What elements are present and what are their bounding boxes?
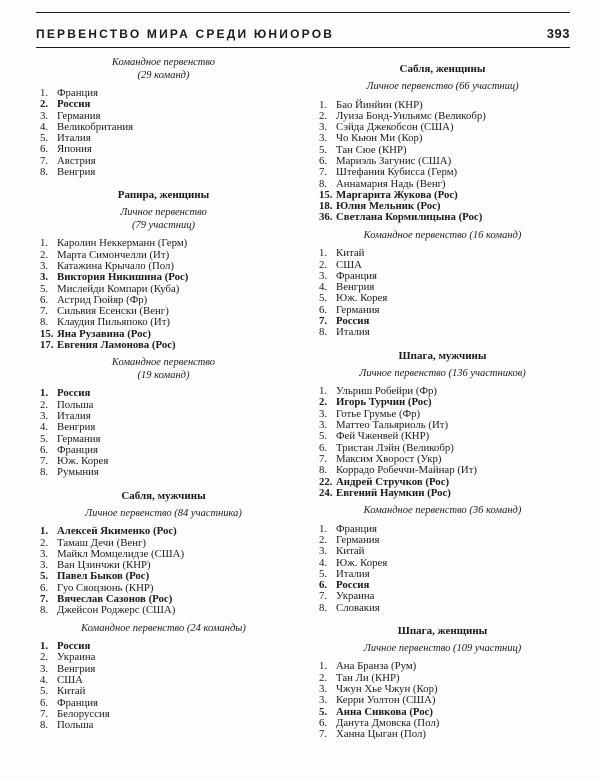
result-rank: 5.	[40, 685, 49, 698]
stage-subheading-line: Командное первенство (36 команд)	[363, 505, 522, 517]
result-rank: 2.	[40, 248, 49, 261]
result-name: Чжун Хье Чжун (Кор)	[336, 683, 438, 696]
result-item	[319, 488, 570, 499]
result-list	[315, 386, 570, 499]
result-rank: 4.	[319, 281, 328, 294]
result-name: США	[336, 258, 362, 271]
result-rank: 1.	[40, 387, 49, 400]
result-rank: 8.	[319, 326, 328, 339]
result-name: Франция	[57, 443, 99, 456]
result-name: Тан Сюе (КНР)	[336, 143, 407, 156]
result-name: Алексей Якименко (Рос)	[57, 525, 177, 538]
result-list	[315, 661, 570, 740]
result-name: Вячеслав Сазонов (Рос)	[57, 593, 173, 605]
result-rank: 3.	[319, 694, 328, 707]
result-rank: 3.	[319, 132, 328, 145]
stage-subheading	[315, 505, 570, 518]
result-name: США	[57, 673, 83, 686]
result-rank: 24.	[319, 486, 333, 499]
result-name: Керри Уолтон (США)	[336, 694, 436, 707]
result-name: Юлия Мельник (Рос)	[336, 200, 441, 213]
result-rank: 7.	[319, 590, 328, 603]
result-rank: 2.	[40, 536, 49, 549]
result-rank: 6.	[319, 579, 328, 592]
result-name: Франция	[57, 696, 99, 709]
result-rank: 4.	[40, 120, 49, 133]
stage-subheading-line: Командное первенство	[111, 357, 216, 369]
stage-subheading	[315, 230, 570, 243]
result-name: Франция	[336, 522, 378, 535]
event-heading: Шпага, мужчины	[398, 349, 487, 362]
result-rank: 7.	[40, 593, 49, 605]
result-name: Германия	[336, 533, 380, 546]
result-name: Павел Быков (Рос)	[57, 570, 150, 583]
result-name: Чо Кьюн Ми (Кор)	[336, 132, 423, 145]
page-header	[36, 13, 570, 47]
result-rank: 4.	[40, 421, 49, 434]
result-name: Германия	[57, 432, 101, 445]
result-rank: 22.	[319, 475, 333, 488]
result-name: Италия	[336, 567, 370, 580]
result-name: Сэйда Джекобсон (США)	[336, 121, 454, 134]
stage-subheading	[36, 623, 291, 636]
result-name: Россия	[57, 640, 91, 653]
result-rank: 4.	[40, 673, 49, 686]
result-rank: 6.	[319, 441, 328, 454]
result-name: Франция	[336, 269, 378, 282]
result-name: Украина	[57, 651, 96, 664]
result-rank: 6.	[40, 293, 49, 306]
result-rank: 3.	[319, 683, 328, 696]
result-rank: 7.	[319, 166, 328, 179]
result-rank: 2.	[319, 109, 328, 122]
result-name: Мариэль Загунис (США)	[336, 154, 452, 167]
result-rank: 5.	[319, 292, 328, 305]
result-rank: 2.	[40, 398, 49, 411]
result-name: Джейсон Роджерс (США)	[57, 604, 176, 617]
left-column	[36, 52, 291, 747]
event-heading: Рапира, женщины	[117, 189, 210, 202]
result-rank: 7.	[319, 452, 328, 465]
result-rank: 1.	[319, 247, 328, 260]
result-rank: 3.	[40, 662, 49, 675]
result-name: Китай	[57, 685, 86, 698]
result-rank: 3.	[319, 419, 328, 432]
result-name: Венгрия	[336, 281, 375, 294]
result-rank: 8.	[319, 177, 328, 190]
result-name: Светлана Кормилицына (Рос)	[336, 211, 483, 224]
result-rank: 3.	[319, 121, 328, 134]
result-rank: 5.	[40, 132, 49, 145]
stage-subheading-line: (29 команд)	[137, 69, 190, 81]
result-rank: 18.	[319, 200, 333, 213]
result-rank: 6.	[40, 581, 49, 594]
result-name: Россия	[336, 579, 370, 592]
result-name: Анна Сивкова (Рос)	[336, 705, 434, 718]
result-item	[40, 467, 291, 478]
right-column	[315, 52, 570, 747]
result-item	[319, 212, 570, 223]
result-item	[319, 603, 570, 614]
result-rank: 2.	[319, 671, 328, 684]
result-name: Тристан Лэйн (Великобр)	[336, 441, 454, 454]
stage-subheading-line: (19 команд)	[137, 369, 190, 381]
result-rank: 7.	[319, 315, 328, 328]
result-name: Яна Рузавина (Рос)	[57, 327, 151, 340]
result-name: Польша	[57, 719, 94, 732]
result-rank: 6.	[319, 154, 328, 167]
result-rank: 36.	[319, 211, 333, 224]
result-name: Белоруссия	[57, 707, 110, 720]
result-name: Луиза Бонд-Уильямс (Великобр)	[336, 109, 486, 122]
stage-subheading-line: Личное первенство	[120, 207, 207, 219]
result-name: Германия	[57, 109, 101, 122]
result-name: Маргарита Жукова (Рос)	[336, 188, 458, 201]
result-item	[40, 167, 291, 178]
result-name: Италия	[336, 326, 370, 339]
result-rank: 8.	[40, 604, 49, 617]
result-rank: 2.	[40, 651, 49, 664]
result-name: Ана Бранза (Рум)	[336, 660, 417, 673]
result-name: Франция	[57, 87, 99, 99]
result-name: Китай	[336, 545, 365, 558]
result-rank: 7.	[40, 455, 49, 468]
result-name: Штефания Кубисса (Герм)	[336, 166, 458, 179]
result-list	[36, 526, 291, 616]
result-name: Тамаш Дечи (Венг)	[57, 536, 147, 549]
result-rank: 1.	[319, 98, 328, 111]
result-name: Юж. Корея	[336, 556, 388, 569]
result-rank: 6.	[40, 696, 49, 709]
result-rank: 8.	[40, 316, 49, 329]
result-name: Коррадо Робеччи-Майнар (Ит)	[336, 464, 478, 477]
result-rank: 3.	[319, 269, 328, 282]
stage-subheading	[36, 57, 291, 82]
result-rank: 7.	[40, 305, 49, 318]
result-name: Маттео Тальяриоль (Ит)	[336, 419, 449, 432]
result-name: Польша	[57, 398, 94, 411]
result-name: Астрид Гюйяр (Фр)	[57, 293, 148, 306]
result-name: Ульриш Робейри (Фр)	[336, 385, 437, 398]
stage-subheading-line: (79 участниц)	[132, 219, 195, 231]
result-name: Виктория Никишина (Рос)	[57, 271, 189, 284]
result-rank: 15.	[319, 188, 333, 201]
result-rank: 1.	[40, 237, 49, 250]
result-name: Россия	[57, 387, 91, 400]
stage-subheading-line: Командное первенство (24 команды)	[81, 622, 246, 634]
result-rank: 5.	[319, 143, 328, 156]
stage-subheading-line: Личное первенство (66 участниц)	[366, 81, 519, 92]
result-name: Евгения Ламонова (Рос)	[57, 339, 176, 352]
result-name: Евгений Наумкин (Рос)	[336, 486, 451, 499]
result-item	[319, 729, 570, 740]
result-rank: 7.	[40, 154, 49, 167]
event-heading: Шпага, женщины	[397, 624, 488, 637]
result-rank: 1.	[319, 660, 328, 673]
result-name: Венгрия	[57, 166, 96, 179]
result-rank: 3.	[40, 271, 49, 284]
stage-subheading-line: Личное первенство (84 участника)	[85, 507, 242, 519]
result-rank: 4.	[319, 556, 328, 569]
result-list	[36, 641, 291, 731]
result-rank: 2.	[319, 396, 328, 409]
result-name: Россия	[57, 98, 91, 111]
stage-subheading-line: Личное первенство (109 участниц)	[363, 642, 522, 654]
result-rank: 1.	[40, 525, 49, 538]
result-name: Майкл Момцелидзе (США)	[57, 547, 185, 560]
result-rank: 1.	[319, 522, 328, 535]
result-name: Марта Симончелли (Ит)	[57, 248, 170, 261]
result-name: Румыния	[57, 466, 99, 479]
content-columns	[36, 52, 570, 747]
result-rank: 6.	[40, 143, 49, 156]
page-number: 393	[546, 26, 570, 41]
result-name: Тан Ли (КНР)	[336, 671, 400, 684]
result-name: Китай	[336, 247, 365, 260]
result-name: Великобритания	[57, 120, 134, 133]
result-rank: 5.	[319, 705, 328, 718]
stage-subheading	[315, 643, 570, 656]
result-rank: 2.	[319, 533, 328, 546]
result-rank: 3.	[40, 259, 49, 272]
result-rank: 8.	[40, 466, 49, 479]
page-title: ПЕРВЕНСТВО МИРА СРЕДИ ЮНИОРОВ	[36, 27, 335, 41]
result-name: Италия	[57, 409, 91, 422]
stage-subheading-line: Командное первенство	[111, 57, 216, 68]
result-item	[40, 605, 291, 616]
result-list	[315, 248, 570, 338]
result-name: Италия	[57, 132, 91, 145]
result-rank: 3.	[40, 109, 49, 122]
result-name: Катажина Крычало (Пол)	[57, 259, 175, 272]
result-item	[319, 327, 570, 338]
result-rank: 5.	[40, 570, 49, 583]
result-rank: 1.	[40, 87, 49, 99]
result-list	[36, 388, 291, 478]
result-rank: 1.	[319, 385, 328, 398]
result-rank: 3.	[40, 409, 49, 422]
result-list	[315, 524, 570, 614]
result-name: Япония	[57, 143, 92, 156]
result-name: Украина	[336, 590, 375, 603]
result-rank: 3.	[40, 559, 49, 572]
result-name: Ван Цзинчжи (КНР)	[57, 559, 151, 572]
result-rank: 15.	[40, 327, 54, 340]
result-rank: 5.	[319, 430, 328, 443]
result-list	[36, 238, 291, 351]
result-name: Австрия	[57, 154, 96, 167]
result-rank: 8.	[40, 166, 49, 179]
result-rank: 8.	[319, 601, 328, 614]
result-rank: 1.	[40, 640, 49, 653]
result-name: Германия	[336, 303, 380, 316]
result-list	[36, 88, 291, 178]
result-rank: 7.	[40, 707, 49, 720]
result-name: Готье Грумье (Фр)	[336, 407, 421, 420]
stage-subheading-line: Личное первенство (136 участников)	[359, 367, 526, 379]
stage-subheading	[36, 207, 291, 232]
result-name: Венгрия	[57, 421, 96, 434]
result-rank: 6.	[40, 443, 49, 456]
result-name: Словакия	[336, 601, 380, 614]
result-item	[40, 340, 291, 351]
result-rank: 7.	[319, 728, 328, 741]
result-name: Венгрия	[57, 662, 96, 675]
result-name: Сильвия Есенски (Венг)	[57, 305, 169, 318]
result-name: Ханна Цыган (Пол)	[336, 728, 427, 741]
result-name: Каролин Неккерманн (Герм)	[57, 237, 188, 250]
result-rank: 5.	[40, 282, 49, 295]
result-rank: 6.	[319, 303, 328, 316]
result-rank: 8.	[319, 464, 328, 477]
header-rule	[36, 47, 570, 48]
result-name: Игорь Турчин (Рос)	[336, 396, 432, 409]
result-name: Юж. Корея	[336, 292, 388, 305]
result-rank: 6.	[319, 716, 328, 729]
result-name: Бао Йинйин (КНР)	[336, 98, 423, 111]
result-rank: 2.	[319, 258, 328, 271]
result-name: Юж. Корея	[57, 455, 109, 468]
result-name: Аннамария Надь (Венг)	[336, 177, 446, 190]
result-list	[315, 100, 570, 224]
result-name: Клаудия Пильяпоко (Ит)	[57, 316, 171, 329]
stage-subheading-line: Командное первенство (16 команд)	[363, 229, 522, 241]
result-name: Гуо Сяоцзюнь (КНР)	[57, 581, 154, 594]
result-name: Максим Хворост (Укр)	[336, 452, 442, 465]
result-rank: 2.	[40, 98, 49, 111]
result-rank: 5.	[40, 432, 49, 445]
result-rank: 3.	[40, 547, 49, 560]
result-item	[40, 720, 291, 731]
result-rank: 17.	[40, 339, 54, 352]
result-name: Россия	[336, 315, 370, 328]
stage-subheading	[36, 357, 291, 382]
result-name: Данута Дмовска (Пол)	[336, 716, 440, 729]
result-rank: 3.	[319, 545, 328, 558]
stage-subheading	[315, 81, 570, 94]
event-heading: Сабля, мужчины	[121, 489, 206, 502]
result-rank: 5.	[319, 567, 328, 580]
result-name: Фей Чженвей (КНР)	[336, 430, 430, 443]
stage-subheading	[36, 508, 291, 521]
event-heading: Сабля, женщины	[399, 63, 486, 75]
result-rank: 8.	[40, 719, 49, 732]
result-name: Мислейди Компари (Куба)	[57, 282, 180, 295]
stage-subheading	[315, 368, 570, 381]
result-name: Андрей Стручков (Рос)	[336, 475, 450, 488]
result-rank: 3.	[319, 407, 328, 420]
